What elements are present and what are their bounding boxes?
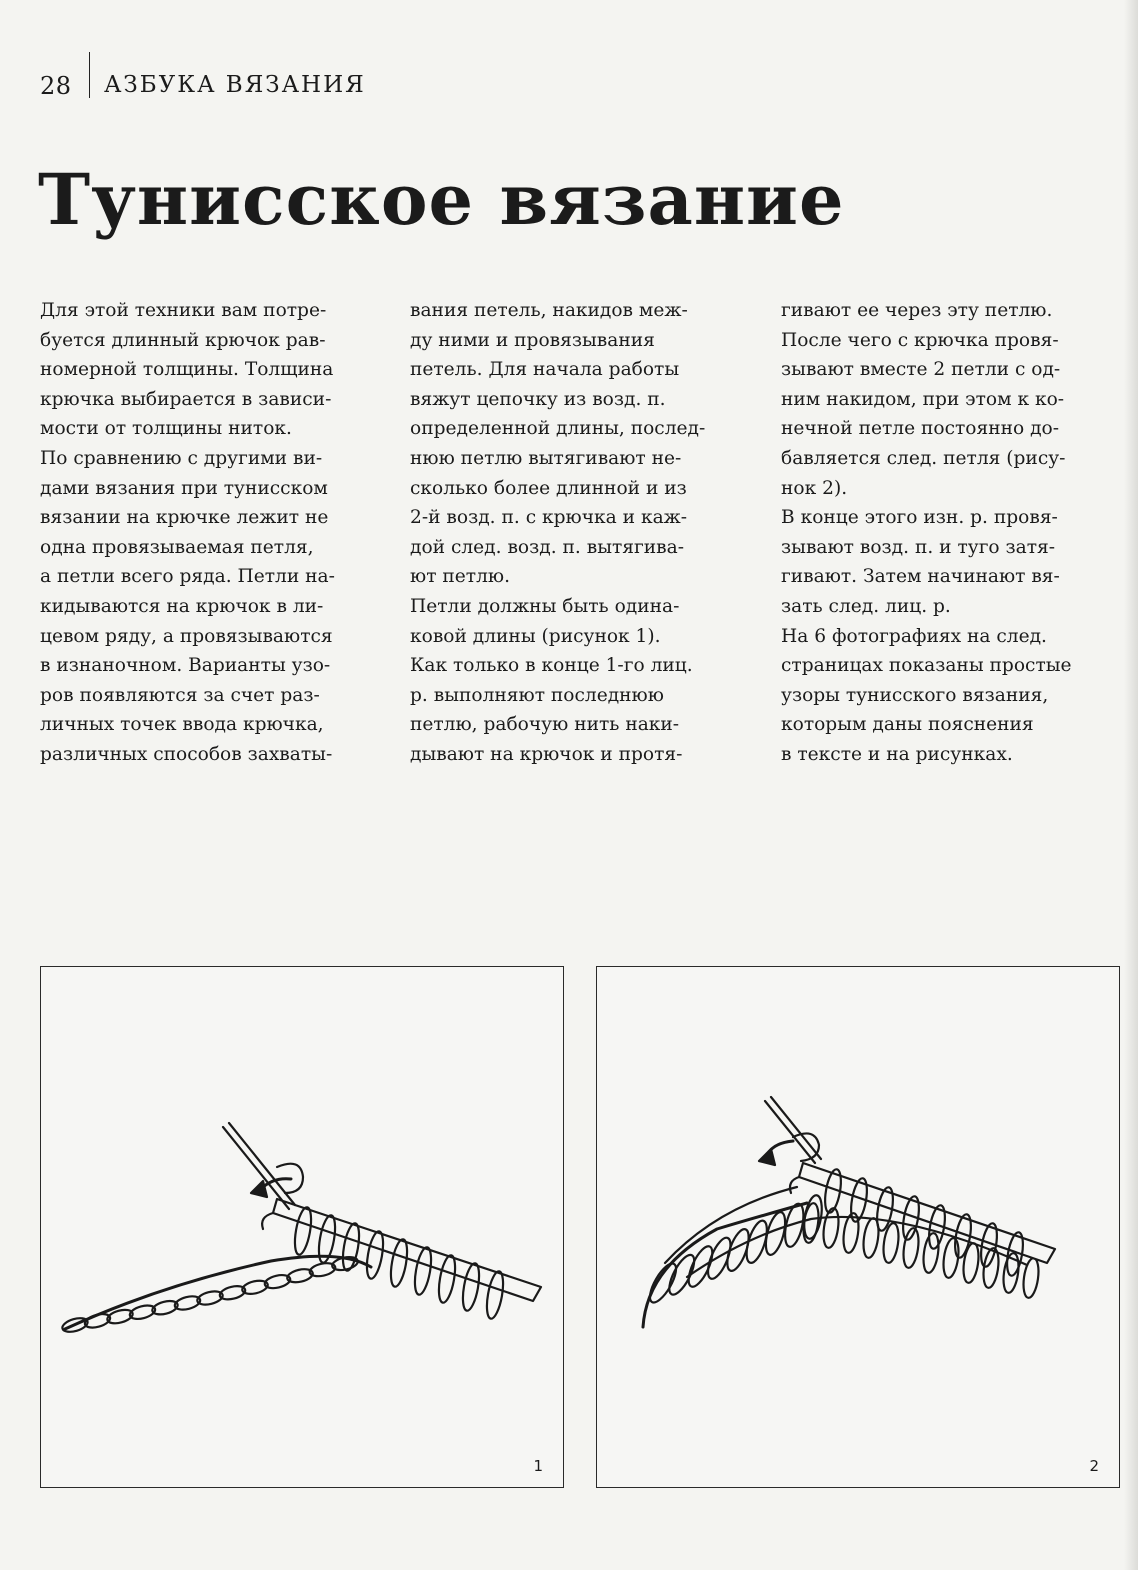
text-line: В конце этого изн. р. провя- <box>781 507 1058 529</box>
crochet-illustration-1 <box>41 967 563 1487</box>
text-line: крючка выбирается в зависи- <box>40 388 332 410</box>
text-line: ковой длины (рисунок 1). <box>410 625 661 647</box>
text-line: в тексте и на рисунках. <box>781 743 1013 765</box>
text-line: На 6 фотографиях на след. <box>781 625 1047 647</box>
text-line: которым даны пояснения <box>781 714 1034 736</box>
text-line: 2-й возд. п. с крючка и каж- <box>410 507 688 529</box>
page-title: Тунисское вязание <box>38 158 845 241</box>
text-line: гивают. Затем начинают вя- <box>781 566 1060 588</box>
page-number: 28 <box>40 72 72 100</box>
text-line: Для этой техники вам потре- <box>40 300 327 321</box>
text-line: страницах показаны простые <box>781 655 1072 677</box>
text-line: ду ними и провязывания <box>410 329 655 351</box>
text-column-1 <box>40 296 385 770</box>
header-divider <box>89 52 90 98</box>
crochet-illustration-2 <box>597 967 1119 1487</box>
text-line: цевом ряду, а провязываются <box>40 625 333 647</box>
text-line: дой след. возд. п. вытягива- <box>410 536 684 558</box>
text-line: бавляется след. петля (рису- <box>781 447 1066 469</box>
text-line: После чего с крючка провя- <box>781 329 1059 351</box>
figure-number: 2 <box>1089 1457 1099 1475</box>
text-line: нечной петле постоянно до- <box>781 418 1060 440</box>
text-line: личных точек ввода крючка, <box>40 714 324 736</box>
text-line: различных способов захваты- <box>40 743 333 765</box>
text-line: буется длинный крючок рав- <box>40 329 326 351</box>
text-column-3 <box>781 296 1126 770</box>
figure-1 <box>40 966 564 1488</box>
text-line: вязании на крючке лежит не <box>40 507 329 529</box>
text-line: петель. Для начала работы <box>410 359 680 381</box>
text-line: ют петлю. <box>410 566 510 588</box>
figure-number: 1 <box>533 1457 543 1475</box>
text-line: определенной длины, послед- <box>410 418 706 440</box>
text-line: р. выполняют последнюю <box>410 684 664 706</box>
text-line: номерной толщины. Толщина <box>40 359 334 381</box>
text-line: нок 2). <box>781 477 848 499</box>
text-line: ним накидом, при этом к ко- <box>781 388 1065 410</box>
text-line: зывают вместе 2 петли с од- <box>781 359 1061 381</box>
text-line: мости от толщины ниток. <box>40 418 292 440</box>
text-line: кидываются на крючок в ли- <box>40 595 324 617</box>
text-line: петлю, рабочую нить наки- <box>410 714 680 736</box>
section-title: АЗБУКА ВЯЗАНИЯ <box>104 72 366 98</box>
text-line: ров появляются за счет раз- <box>40 684 320 706</box>
text-line: сколько более длинной и из <box>410 477 687 499</box>
text-line: гивают ее через эту петлю. <box>781 300 1053 321</box>
text-line: вяжут цепочку из возд. п. <box>410 388 666 410</box>
text-line: одна провязываемая петля, <box>40 536 314 558</box>
text-line: в изнаночном. Варианты узо- <box>40 655 331 677</box>
text-line: вания петель, накидов меж- <box>410 300 688 321</box>
page-edge-shadow <box>1124 0 1138 1570</box>
text-line: а петли всего ряда. Петли на- <box>40 566 335 588</box>
text-line: узоры тунисского вязания, <box>781 684 1049 706</box>
text-column-2 <box>410 296 755 770</box>
figure-2 <box>596 966 1120 1488</box>
text-line: нюю петлю вытягивают не- <box>410 447 682 469</box>
text-line: Как только в конце 1-го лиц. <box>410 655 693 677</box>
text-line: дывают на крючок и протя- <box>410 743 683 765</box>
text-line: зывают возд. п. и туго затя- <box>781 536 1056 558</box>
text-line: дами вязания при тунисском <box>40 477 328 499</box>
text-line: зать след. лиц. р. <box>781 595 951 617</box>
text-line: Петли должны быть одина- <box>410 595 680 617</box>
text-line: По сравнению с другими ви- <box>40 447 323 469</box>
